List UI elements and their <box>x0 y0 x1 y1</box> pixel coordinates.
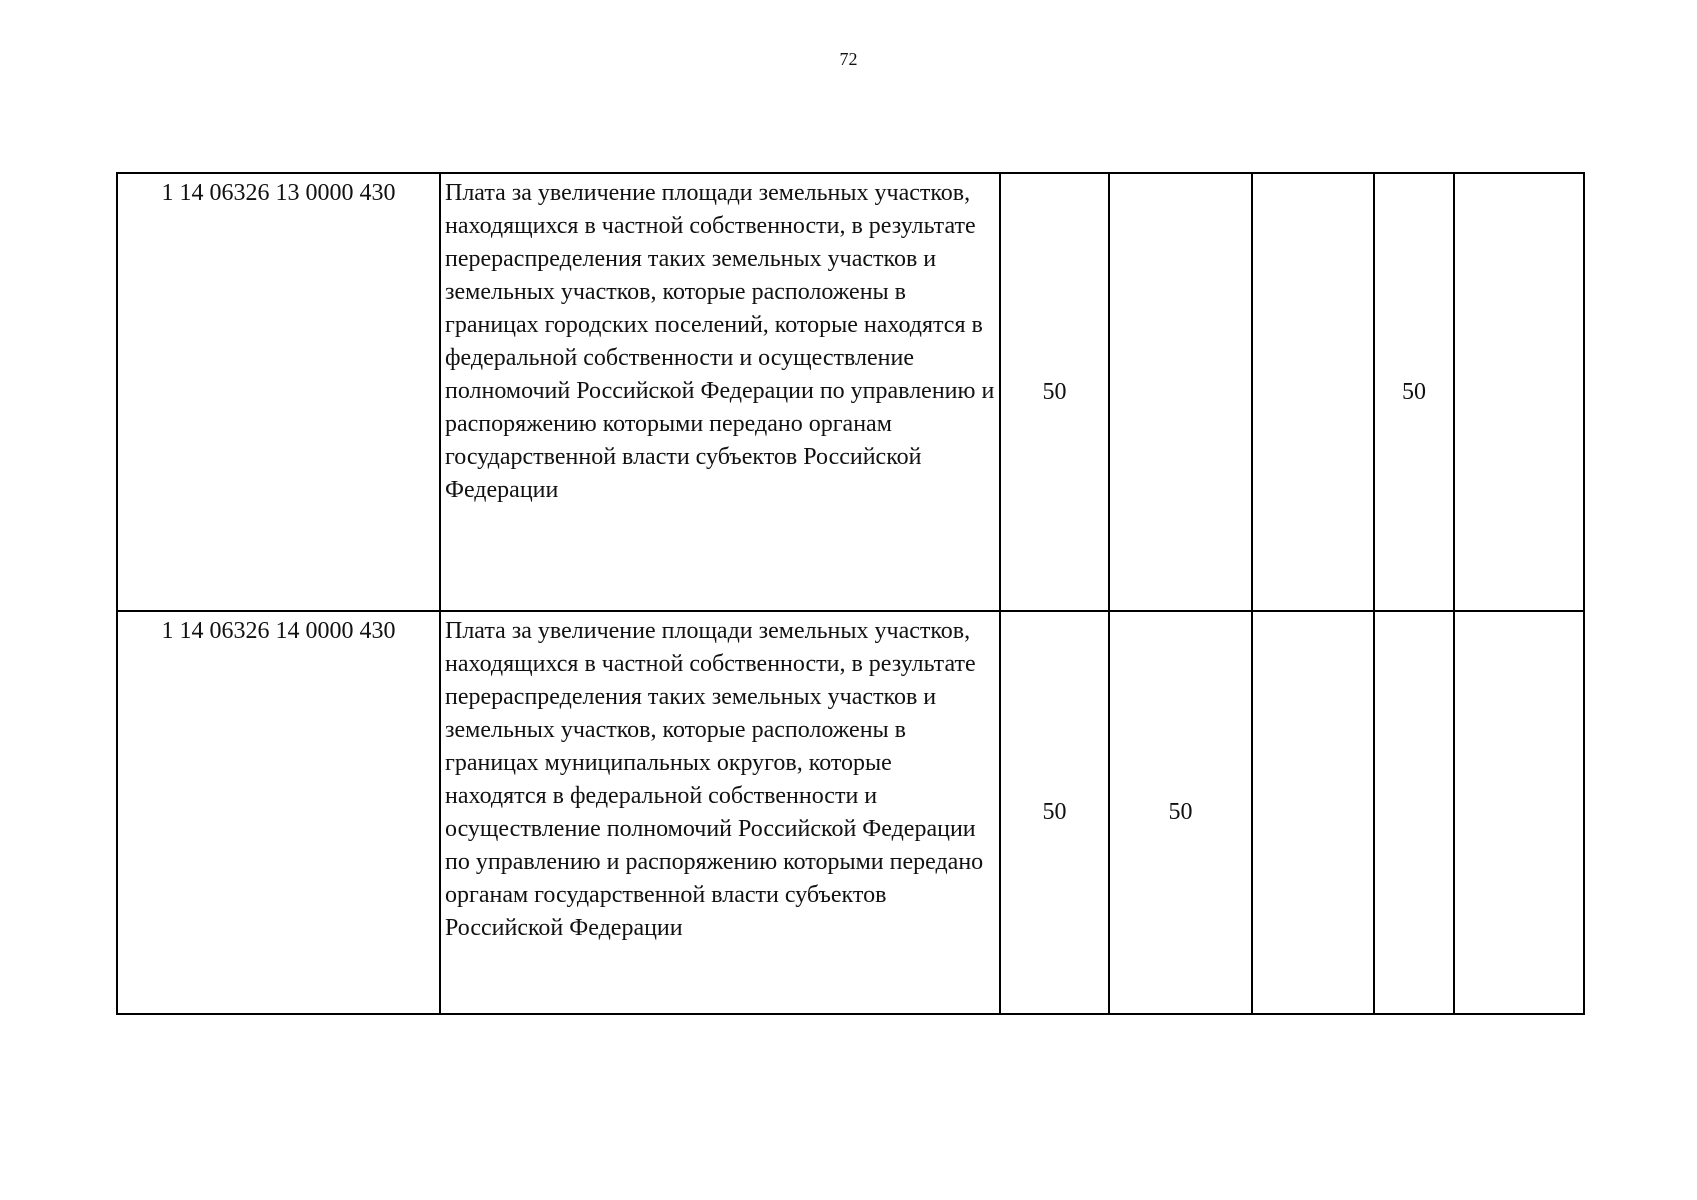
table-row <box>117 173 1584 611</box>
revenue-table <box>116 172 1585 1015</box>
revenue-name-cell: Плата за увеличение площади земельных участков, находящихся в частной собственности, в результате перераспределения таких земельных участков и земельных участков, которые расположены в границах муниципальных округов, которые находятся в федеральной собственности и осуществление полномочий Российской Федерации по управлению и распоряжению которыми передано органам государственной власти субъектов Российской Федерации <box>440 611 1000 1014</box>
value-cell: 50 <box>1374 173 1454 611</box>
page-number: 72 <box>839 49 858 69</box>
value-cell <box>1252 173 1374 611</box>
value-cell <box>1109 173 1252 611</box>
budget-code-cell: 1 14 06326 14 0000 430 <box>117 611 440 1014</box>
value-cell <box>1454 173 1584 611</box>
table-row <box>117 611 1584 1014</box>
value-cell: 50 <box>1109 611 1252 1014</box>
value-cell <box>1454 611 1584 1014</box>
revenue-name-cell: Плата за увеличение площади земельных участков, находящихся в частной собственности, в результате перераспределения таких земельных участков и земельных участков, которые расположены в границах городских поселений, которые находятся в федеральной собственности и осуществление полномочий Российской Федерации по управлению и распоряжению которыми передано органам государственной власти субъектов Российской Федерации <box>440 173 1000 611</box>
value-cell <box>1374 611 1454 1014</box>
value-cell <box>1252 611 1374 1014</box>
value-cell: 50 <box>1000 173 1109 611</box>
value-cell: 50 <box>1000 611 1109 1014</box>
budget-code-cell: 1 14 06326 13 0000 430 <box>117 173 440 611</box>
